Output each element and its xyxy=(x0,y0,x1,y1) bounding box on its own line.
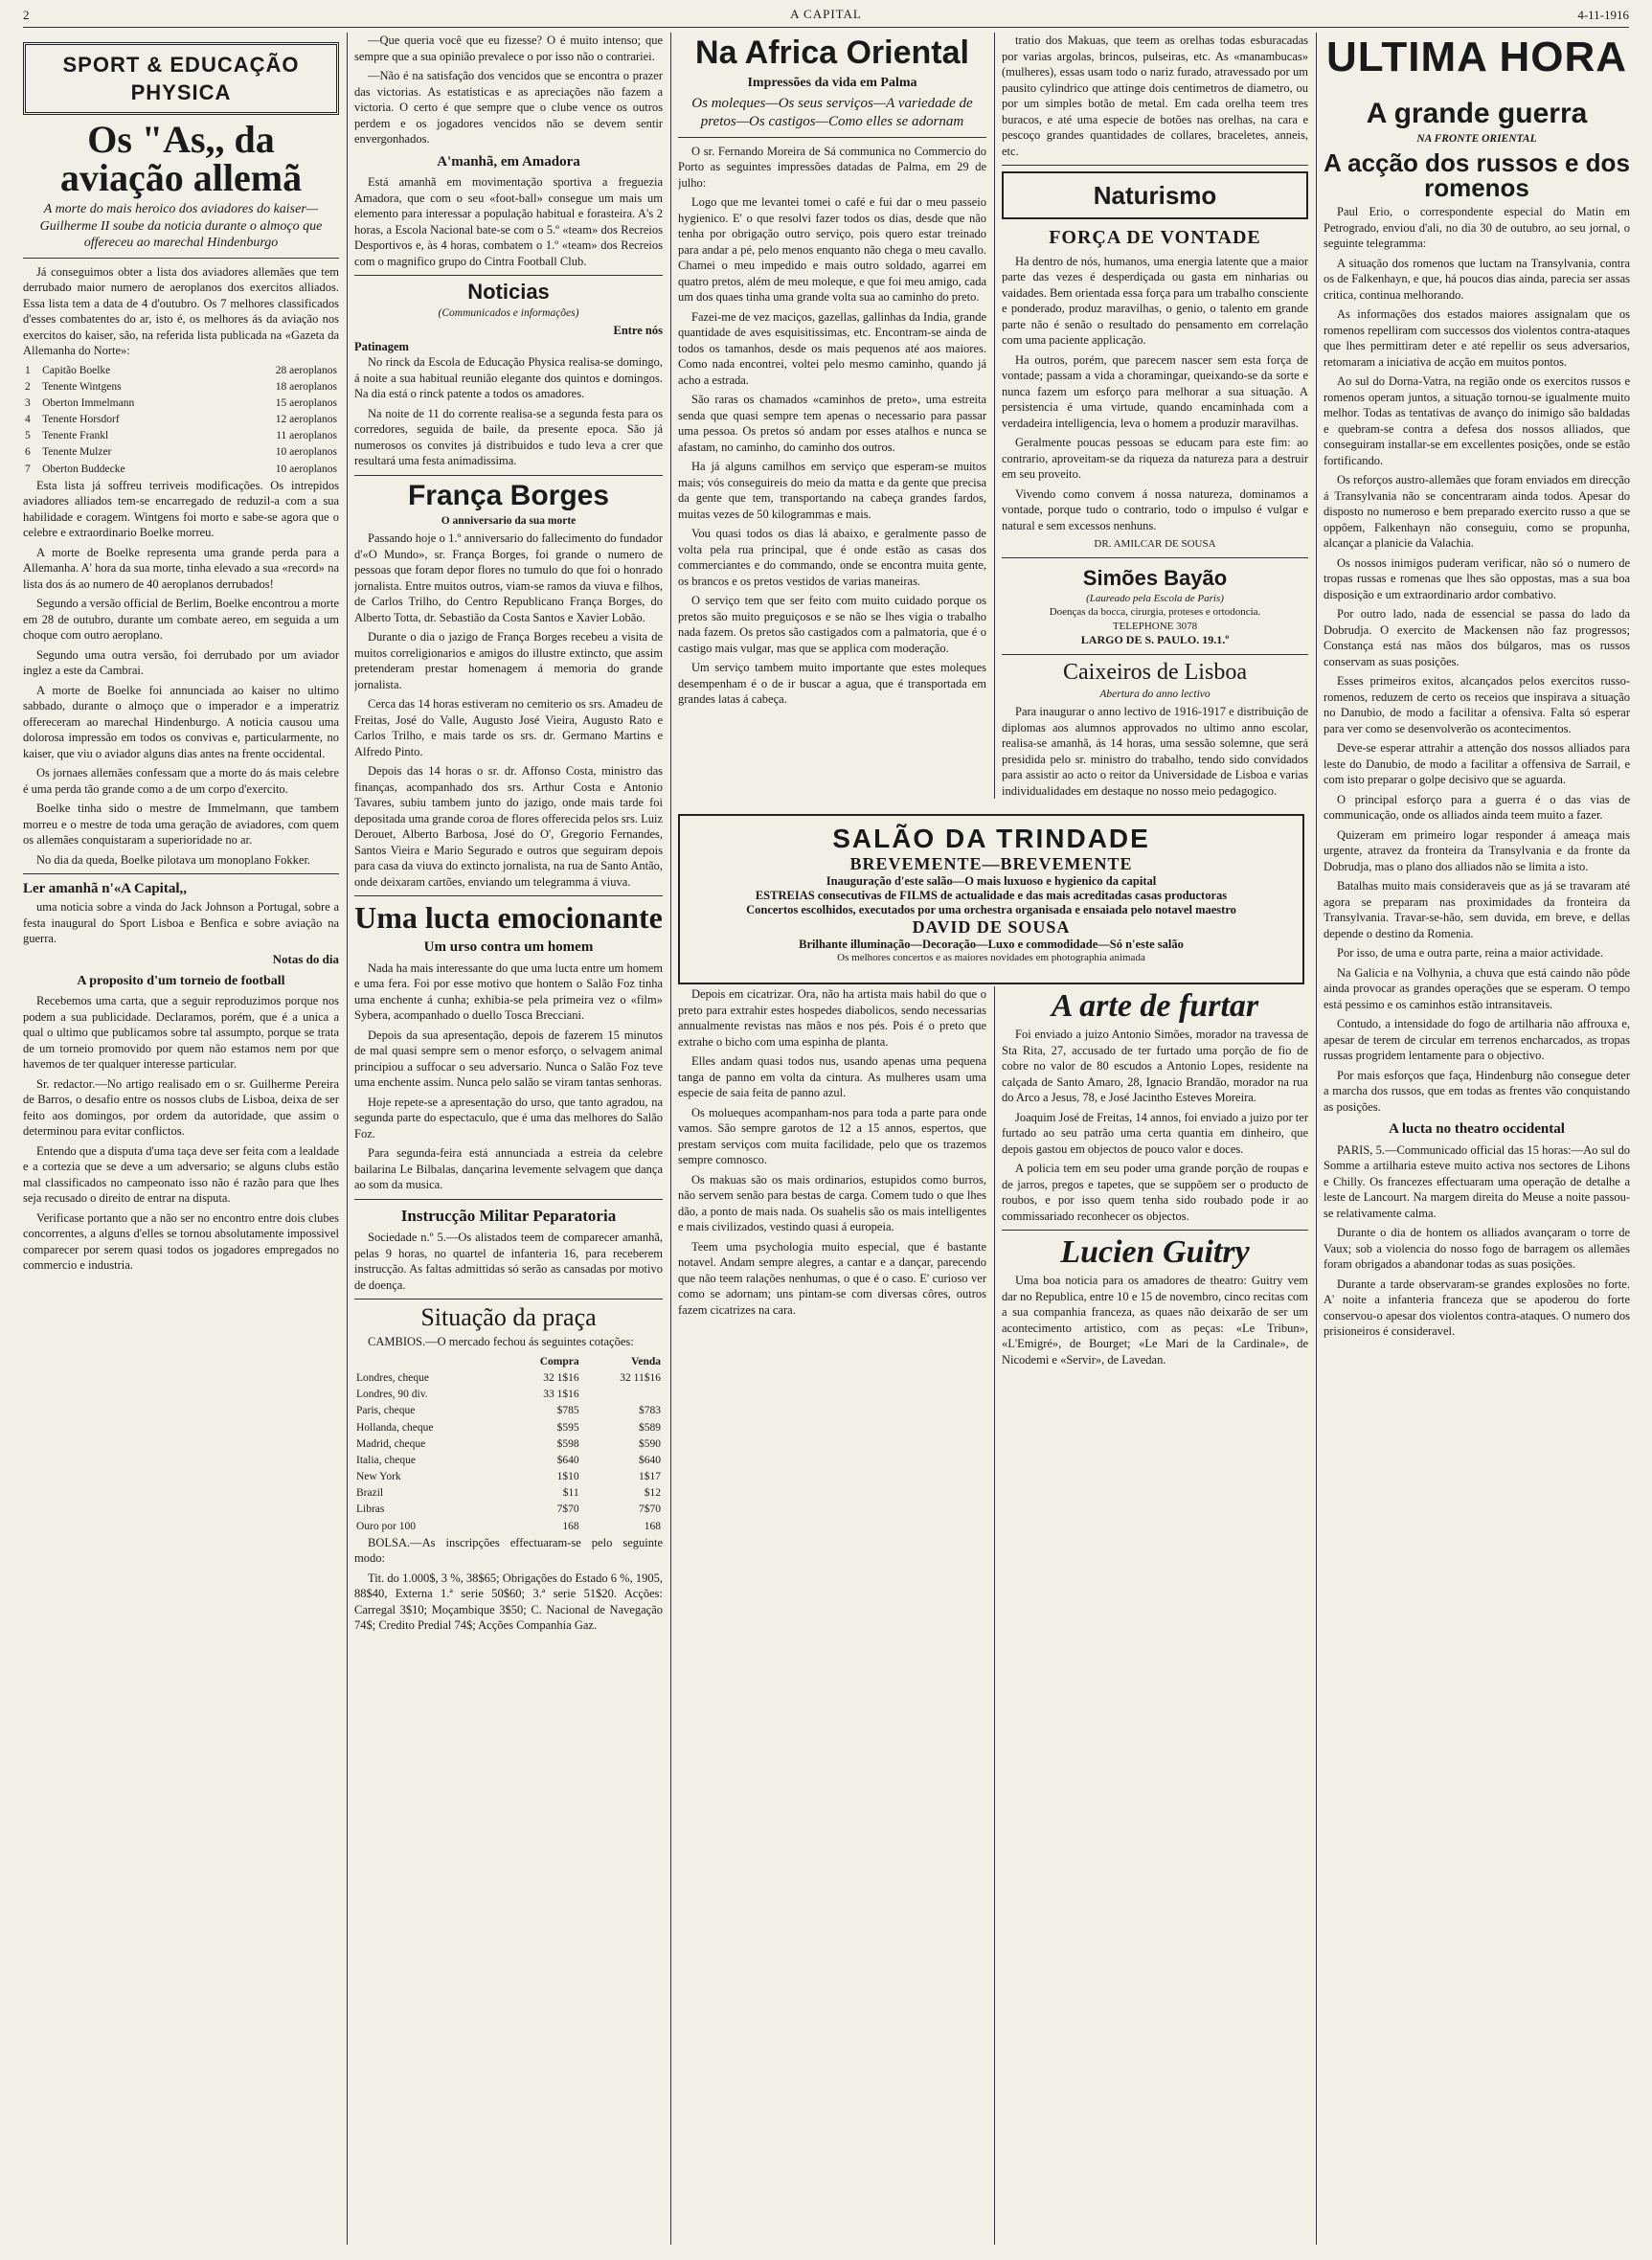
lucta-occ-para: Durante a tarde observaram-se grandes explosões no forte. A' noite a infanteria franceza que se apoderou do forte conservou-o apesar dos violentos contra-ataques. O numero dos prisioneiros é consideravel. xyxy=(1324,1277,1630,1339)
noticias-heading: Noticias xyxy=(467,280,550,305)
paper-name: A CAPITAL xyxy=(790,7,862,21)
patinagem-para: No rinck da Escola de Educação Physica realisa-se domingo, á noite a sua habitual reunião elegante dos quintos e domingos. Na dia está o rinck patente a todos os amadores. xyxy=(354,355,663,401)
entre-nos-heading: Entre nós xyxy=(613,324,663,338)
naturismo-heading: Naturismo xyxy=(1002,171,1308,219)
table-row: New York 1$10 1$17 xyxy=(356,1471,661,1483)
naturismo-para: Ha dentro de nós, humanos, uma energia latente que a maior parte das vezes é desperdiçada ou gasta em ninharias ou vaidades. Bem orientada essa força para um trabalho consciente e ponderado, produz maravilhas, o genio, o talento em grande parte não é senão o resultado do pensamento em correlação com uma paciente applicação. xyxy=(1002,254,1308,348)
table-row: 2 Tenente Wintgens 18 aeroplanos xyxy=(25,380,337,393)
africa-para: O sr. Fernando Moreira de Sá communica no Commercio do Porto as seguintes impressões datadas de Palma, em 29 de julho: xyxy=(678,144,986,190)
furtar-heading: A arte de furtar xyxy=(1051,988,1259,1024)
guerra-para: As informações dos estados maiores assignalam que os romenos repelliram com successos dos violentos contra-ataques que lhes permittiram deter e até repellir os seus adversarios, retomaram a iniciativa de acção em muitos pontos. xyxy=(1324,307,1630,369)
aviation-para: No dia da queda, Boelke pilotava um monoplano Fokker. xyxy=(36,852,311,867)
trindade-line: Brilhante illuminação—Decoração—Luxo e commodidade—Só n'este salão xyxy=(799,938,1184,951)
lucien-heading: Lucien Guitry xyxy=(1060,1234,1250,1270)
africa-para: Os makuas são os mais ordinarios, estupidos como burros, não servem senão para bestas de carga. Comem tudo o que lhes dão, a ponto de mais nada. Os suahelis são os mais intelligentes e mais civilizados, vestindo quasi á europeia. xyxy=(678,1172,986,1233)
guerra-para: Quizeram em primeiro logar responder á ameaça mais urgente, atravez da fronteira da Transylvania e da fronte da Dobrudja, mas o plano dos alliados não se limita a isto. xyxy=(1324,827,1630,873)
page-number: 2 xyxy=(23,8,30,22)
table-row: Italia, cheque $640 $640 xyxy=(356,1454,661,1466)
patinagem-heading: Patinagem xyxy=(354,339,409,353)
lucien-para: Uma boa noticia para os amadores de theatro: Guitry vem dar no Republica, entre 10 e 15 de novembro, cinco recitas com a sua companhia franceza, as quaes não deixarão de ser um acontecimento artistico, com as peças: «Le Tribun», «L'Emigré», de Bourget; «Le Mari de la Cardinale», de Nicodemi e «Servir», de Lavedan. xyxy=(1002,1274,1308,1367)
aviation-headline: Os "As,, da aviação allemã xyxy=(59,118,303,200)
caixeiros-para: Para inaugurar o anno lectivo de 1916-1917 e distribuição de diplomas aos alumnos approvados no ultimo anno escolar, realisa-se amanhã, ás 14 horas, uma sessão solemne, que será presidida pelo sr. ministro do trabalho, tendo sido convidados para assistir ao acto o reitor da Universidade de Lisboa e varias individualidades em destaque no nosso meio pedagogico. xyxy=(1002,705,1308,798)
aviation-para: Segundo uma outra versão, foi derrubado por um aviador inglez a este da Cambrai. xyxy=(23,647,339,678)
lucta-occ-para: PARIS, 5.—Communicado official das 15 horas:—Ao sul do Somme a artilharia esteve muito activa nos sectores de Lihons e Chilly. Os francezes effectuaram uma operação de detalhe a leste de Lancourt. Na margem direita do Meuse a noite passou-se relativamente calma. xyxy=(1324,1142,1630,1220)
guerra-para: Os nossos inimigos puderam verificar, não só o numero de tropas russas e romenas que lhes são oppostas, mas a sua boa disposição e um extraordinario ardor combativo. xyxy=(1324,555,1630,601)
lucta-para: Depois da sua apresentação, depois de fazerem 15 minutos de mal quasi sempre sem o menor esforço, o selvagem animal principiou a suffocar o seu adversario. Nunca o Salão Foz teve uma enchente assim. Nunca pelo salão se viram tantas senhoras. xyxy=(354,1028,663,1090)
table-row: 3 Oberton Immelmann 15 aeroplanos xyxy=(25,396,337,409)
africa-para: Vou quasi todos os dias lá abaixo, e geralmente passo de volta pela rua principal, que é onde estão as casas dos commerciantes e do commando, onde se encontra muita gente, os brancos e os pretos vestidos de varias maneiras. xyxy=(678,527,986,588)
caixeiros-subheading: Abertura do anno lectivo xyxy=(1099,689,1211,701)
franca-borges-subheading: O anniversario da sua morte xyxy=(441,514,577,527)
column-naturismo xyxy=(1002,33,1308,799)
furtar-para: A policia tem em seu poder uma grande porção de roupas e de jarros, pregos e tapetes, que se suppõem ser o producto de roubos, e por isso quem tenha sido roubado pode ir ao commissariado reconhecer os objectos. xyxy=(1002,1162,1308,1223)
patinagem-para: Na noite de 11 do corrente realisa-se a segunda festa para os corredores, seguida de baile, da presente epoca. São já numerosos os convites já distribuidos e tudo leva a crer que resultará uma festa animadissima. xyxy=(354,406,663,468)
lucta-occ-para: Durante o dia de hontem os alliados avançaram o torre de Vaux; sob a violencia do nosso fogo de barragem os allemães foram obrigados a abandonar todas as suas posições. xyxy=(1324,1226,1630,1272)
trindade-sub: BREVEMENTE—BREVEMENTE xyxy=(849,854,1133,873)
franca-para: Passando hoje o 1.º anniversario do fallecimento do fundador d'«O Mundo», sr. França Borges, foi grande o numero de pessoas que foram depor flores no tumulo do que foi o honrado jornalista. Entre muitos outros, viam-se ramos da viuva e filhos, de Carlos Trilho, do Centro Republicano França Borges, do Alberto Totta, dr. Sebastião da Costa Santos e Xavier Lobão. xyxy=(354,531,663,624)
caixeiros-heading: Caixeiros de Lisboa xyxy=(1063,660,1247,686)
guerra-para: A situação dos romenos que luctam na Transylvania, contra os de Falkenhayn, e que, há poucos dias ainda, parecia ser assas critica, continua melhorando. xyxy=(1324,256,1630,302)
africa-para: Logo que me levantei tomei o café e fui dar o meu passeio hygienico. E' o que resolvi fazer todos os dias, desde que não tenha por obrigação outro serviço, pois quero estar treinado para andar a pé, pelo menos enquanto não chega o meu cavallo. Chamei o meu impedido e mais outro soldado, agarrei em quatro pretos, além de meu moleque, e que foi meu amigo, cada um dos quaes tinha uma grande volta sua ao caminho do preto. xyxy=(678,195,986,305)
praca-sub: CAMBIOS.—O mercado fechou ás seguintes cotações: xyxy=(368,1335,634,1349)
simoes-name: Simões Bayão xyxy=(1082,565,1228,590)
trindade-line: Inauguração d'este salão—O mais luxuoso e hygienico da capital xyxy=(826,874,1157,888)
simoes-address: LARGO DE S. PAULO. 19.1.º xyxy=(1080,633,1230,647)
torneio-heading: A proposito d'um torneio de football xyxy=(77,973,285,988)
franca-para: Durante o dia o jazigo de França Borges recebeu a visita de muitos correligionarios e amigos do illustre extincto, que assim pretenderam prestar homenagem á memoria do grande jornalista. xyxy=(354,630,663,691)
lucta-occidental-heading: A lucta no theatro occidental xyxy=(1389,1121,1565,1138)
lucta-para: Nada ha mais interessante do que uma lucta entre um homem e uma fera. Foi por esse motivo que hontem o Salão Foz tinha uma enchente á cunha; exhibia-se pela primeira vez o «film» Sybera, acompanhado o duello Tosca Brecciani. xyxy=(354,960,663,1023)
bolsa-para: Tit. do 1.000$, 3 %, 38$65; Obrigações do Estado 6 %, 1905, 88$40, Externa 1.ª serie 50$60; 3.ª serie 51$20. Acções: Carregal 3$10; Moçambique 3$50; C. Nacional de Navegação 74$; Credito Predial 74$; Acções Companhia Gaz. xyxy=(354,1571,663,1633)
guerra-para: Ao sul do Dorna-Vatra, na região onde os exercitos russos e romenos operam juntos, a situação tornou-se igualmente muito melhor. Todas as tentativas de avanço do inimigo são baldadas e quebram-se contra a defesa dos nossos alliados, que conseguiram installar-se em excellentes posições, onde se estão fortificando. xyxy=(1324,374,1630,467)
lucta-heading: Uma lucta emocionante xyxy=(354,900,663,936)
guerra-para: Esses primeiros exitos, alcançados pelos exercitos russo-romenos, reduzem de certo os receios que inspirava a situação no Danubio, de modo a facilitar a ofensiva. Falta só esperar para ver como se desenvolverão os acontecimentos. xyxy=(1324,674,1630,735)
forca-heading: FORÇA DE VONTADE xyxy=(1049,227,1261,249)
table-row: Londres, 90 div. 33 1$16 xyxy=(356,1389,579,1401)
guerra-para: Por mais esforços que faça, Hindenburg não consegue deter a marcha dos russos, que em todas as frentes vão conquistando as posições. xyxy=(1324,1068,1630,1114)
trindade-title: SALÃO DA TRINDADE xyxy=(832,824,1150,853)
africa-para: tratio dos Makuas, que teem as orelhas todas esburacadas por varias argolas, brincos, pulseiras, etc. As «manambucas» (mulheres), essas usam todo o nariz furado, atravessado por um pausito cylindrico que attinge dois centimetros de diametro, ou por um simples botão de metal. Em cada orelha teem tres buracos, e até uma especie de botões nas orelhas, na cara e pescoço grandes quantidades de collares, braceletes, anneis, etc. xyxy=(1002,34,1308,158)
guerra-para: Contudo, a intensidade do fogo de artilharia não affrouxa e, apesar de terem de circular em terrenos encharcados, as tropas russas progridem lentamente para o objectivo. xyxy=(1324,1017,1630,1063)
table-row: 5 Tenente Frankl 11 aeroplanos xyxy=(25,430,337,442)
guerra-para: Batalhas muito mais consideraveis que as já se travaram até agora se preparam nas proximidades da fronteira da Transylvania. Travar-se-hão, sem duvida, em breve, e dellas depende o destino da Romenia. xyxy=(1324,879,1630,940)
guerra-para: Os reforços austro-allemães que foram enviados em direcção á Transylvania não se concentraram ainda todos. Apesar do disposto no numeroso e bem preparado exercito russo a que se oppõem, Falkenhayn não conseguiu, como se propunha, alcançar a planicie da Valachia. xyxy=(1324,473,1630,551)
africa-para: Fazei-me de vez maciços, gazellas, gallinhas da India, grande quantidade de aves esquisitissimas, etc. Encontram-se ainda de todos os tamanhos, desde os mais pequenos até aos maiores. Como nada encontrei, voltei pelo mesmo caminho, quando já acho a estrada. xyxy=(678,309,986,387)
column-furtar xyxy=(1002,986,1308,2245)
table-header: Compra Venda xyxy=(539,1355,661,1367)
franca-para: Depois das 14 horas o sr. dr. Affonso Costa, ministro das finanças, acompanhado dos srs. Arthur Costa e Antonio Tavares, subiu tambem junto do jazigo, onde mais tarde foi depositada uma grande coroa de flores offerecida pelos srs. Luiz Derouet, Alberto Barbosa, José do O', Gregorio Fernandes, Santos Vieira e Mario Segurado e outros que seguiram depois para casa da viuva do extincto jornalista, na rua de Santo Antão, onde deixaram cartões, enviando um telegramma á viuva. xyxy=(354,764,663,889)
guerra-para: Deve-se esperar attrahir a attenção dos nossos alliados para leste do Danubio, de modo a facilitar a offensiva de Sarrail, e com isto preparar o golpe decisivo que se aguarda. xyxy=(1324,741,1630,787)
trindade-maestro: DAVID DE SOUSA xyxy=(912,917,1071,937)
africa-subtitle: Os moleques—Os seus serviços—A variedade de pretos—Os castigos—Como elles se adornam xyxy=(691,96,973,130)
amanha-para: Está amanhã em movimentação sportiva a freguezia Amadora, que com o seu «foot-ball» consegue um mais um elemento para interessar a população habitual e forasteira. A's 2 horas, a Escola Nacional bate-se com o 5.º «team» dos Recreios Desportivos e, às 4 horas, combatem o 1.º «team» dos Recreios com o magnifico grupo do Cintra Football Club. xyxy=(354,175,663,268)
simoes-sub: (Laureado pela Escola de Paris) xyxy=(1086,592,1224,604)
table-row: 4 Tenente Horsdorf 12 aeroplanos xyxy=(25,414,337,426)
simoes-text: Doenças da bocca, cirurgia, proteses e ortodoncia. xyxy=(1049,606,1261,619)
africa-para: São raras os chamados «caminhos de preto», uma estreita senda que quasi sempre tem apenas o necessario para passar uma pessoa. Os pretos só andam por esses atalhos e nunca se afastam, no caminho, do caminho dos outros. xyxy=(678,393,986,454)
trindade-line: Concertos escolhidos, executados por uma orchestra organisada e ensaiada pelo notavel maestro xyxy=(746,903,1236,916)
table-row: Paris, cheque $785 $783 xyxy=(356,1405,661,1417)
table-row: Libras 7$70 7$70 xyxy=(356,1503,661,1516)
torneio-para: Verificase portanto que a não ser no encontro entre dois clubes concorrentes, a alguns d'elles se tornou absolutamente impossivel comparecer por serem quasi todos os jogadores empregados no commercio e industria. xyxy=(23,1210,339,1273)
africa-para: Depois em cicatrizar. Ora, não ha artista mais habil do que o preto para extrahir estes hospedes diabolicos, sendo necessarias annualmente revistas nas mãos e nos pés. Pois é o preto que extrahe o bicho com uma espinha de planta. xyxy=(678,987,986,1049)
accao-heading: A acção dos russos e dos romenos xyxy=(1324,148,1630,203)
guerra-para: Por outro lado, nada de essencial se passa do lado da Dobrudja. O exercito de Mackensen não faz progressos; Constança está nas mãos dos búlgaros, mas os russos conservam as suas posições. xyxy=(1324,607,1630,668)
torneio-para: Sr. redactor.—No artigo realisado em o sr. Guilherme Pereira de Barros, o desafio entre os nossos clubs de Lisboa, deixa de ser feito aos domingos, por ordem da autoridade, que assim o determinou para evitar conflictos. xyxy=(23,1076,339,1139)
table-row: 1 Capitão Boelke 28 aeroplanos xyxy=(25,364,337,376)
notas-do-dia-heading: Notas do dia xyxy=(272,951,339,966)
lucta-para: Hoje repete-se a apresentação do urso, que tanto agradou, na segunda parte do espectaculo, que é uma das melhores do Salão Foz. xyxy=(354,1095,663,1141)
guerra-para: Paul Erio, o correspondente especial do Matin em Petrogrado, enviou d'ali, no dia 30 de outubro, ao seu jornal, o seguinte telegramma: xyxy=(1324,205,1630,251)
guerra-para: Por isso, de uma e outra parte, reina a maior actividade. xyxy=(1337,946,1604,960)
africa-para: Os molueques acompanham-nos para toda a parte para onde vamos. São sempre garotos de 12 a 15 annos, espertos, que prestam serviços com muita facilidade, pelo que os trazemos sempre comnosco. xyxy=(678,1105,986,1166)
sport-section-header: SPORT & EDUCAÇÃO PHYSICA xyxy=(23,42,339,115)
naturismo-para: Geralmente poucas pessoas se educam para este fim: ao contrario, aproveitam-se da riqueza da natureza para a destruir em seu proveito. xyxy=(1002,436,1308,482)
trindade-line: Os melhores concertos e as maiores novidades em photographia animada xyxy=(837,952,1145,963)
naturismo-para: Vivendo como convem á nossa natureza, dominamos a vontade, porque tudo o contrario, todo o impulso é vulgar e natural e sem excessos nenhuns. xyxy=(1002,486,1308,532)
simoes-ad xyxy=(1002,564,1308,648)
guerra-para: Na Galicia e na Volhynia, a chuva que está caindo não pôde ainda provocar as grandes operações que se esperam. O tempo está pessimo e os caminhos estão intransitaveis. xyxy=(1324,965,1630,1011)
franca-para: Cerca das 14 horas estiveram no cemiterio os srs. Amadeu de Freitas, José do Valle, Augusto José Vieira, Augusto Rato e Carlos Trilho, e mais tarde os srs. dr. Germano Martins e Alfredo Pinto. xyxy=(354,697,663,758)
furtar-para: Foi enviado a juizo Antonio Simões, morador na travessa de Sta Rita, 27, accusado de ter furtado uma porção de fio de cobre no valor de 80 escudos a Antonio Lopes, residente na calçada de Santo Amaro, 28, Ignacio Brandão, morador na rua do Arco a Jesus, 78, e José Jacintho Esteves Moreira. xyxy=(1002,1028,1308,1104)
torneio-para: Recebemos uma carta, que a seguir reproduzimos porque nos podem a sua publicidade. Declaramos, porém, que é a unica a qual o ultimo que publicamos sobre tal assumpto, porque se trata de um torneio promovido por quem não estamos nem por que havemos de ter qualquer interesse particular. xyxy=(23,994,339,1072)
column-africa-cont xyxy=(678,986,986,2245)
quer-para: —Que queria você que eu fizesse? O é muito intenso; que sempre que a sua opinião prevalece o por isso não o contrariei. xyxy=(354,34,663,63)
column-two xyxy=(354,33,663,2245)
table-row: 7 Oberton Buddecke 10 aeroplanos xyxy=(25,463,337,475)
column-sport xyxy=(23,33,339,2245)
column-guerra xyxy=(1324,96,1630,2245)
table-row: Brazil $11 $12 xyxy=(356,1487,661,1500)
quer-para: —Não é na satisfação dos vencidos que se encontra o prazer das victorias. As estatisticas e as apreciações não fazem a victoria. O certo é que sempre que o clube vence os outros perdem e os jogadores vencidos não se devem sentir envergonhados. xyxy=(354,69,663,146)
africa-para: Elles andam quasi todos nus, usando apenas uma pequena tanga de panno em volta da cintura. As mulheres usam uma especie de saia feita de panno azul. xyxy=(678,1054,986,1099)
issue-date: 4-11-1916 xyxy=(1577,8,1629,22)
amanha-heading: A'manhã, em Amadora xyxy=(437,153,580,170)
naturismo-signature: DR. AMILCAR DE SOUSA xyxy=(1094,538,1216,551)
table-row: 6 Tenente Mulzer 10 aeroplanos xyxy=(25,446,337,459)
simoes-tel: TELEPHONE 3078 xyxy=(1112,620,1198,632)
aviation-para: Boelke tinha sido o mestre de Immelmann, que tambem morreu e o mestre de toda uma geração de aviadores, com quem os allemães conquistaram a superioridade no ar. xyxy=(23,802,339,848)
lucta-para: Para segunda-feira está annunciada a estreia da celebre bailarina Le Bilbalas, dançarina levemente selvagem que dança ao som da musica. xyxy=(354,1146,663,1192)
instruccao-para: Sociedade n.º 5.—Os alistados teem de comparecer amanhã, pelas 9 horas, no quartel de infanteria 16, para receberem instrucção. As faltas admittidas só serão as cansadas por motivo de doença. xyxy=(354,1231,663,1292)
lucta-subheading: Um urso contra um homem xyxy=(423,939,594,956)
column-africa xyxy=(678,33,986,799)
table-row: Ouro por 100 168 168 xyxy=(356,1520,661,1532)
guerra-para: O principal esforço para a guerra é o das vias de communicação, onde os alliados ainda teem muito a fazer. xyxy=(1324,792,1630,823)
aviation-subtitle: A morte do mais heroico dos aviadores do kaiser— Guilherme II soube da noticia durante o almoço que offereceu ao marechal Hindenburgo xyxy=(39,202,323,251)
aviation-para: Esta lista já soffreu terriveis modificações. Os intrepidos aviadores alliados tem-se encarregado de reduzil-a com a sua habilidade e coragem. Wintgens foi morto e sabe-se agora que o celebre e extraordinario Boelke morreu. xyxy=(23,478,339,540)
torneio-para: Entendo que a disputa d'uma taça deve ser feita com a lealdade e a cortezia que se deve a um adversario; se alguns clubs estão mal classificados no campeonato isso não é razão para que lhes seja recusado o direito de entrar na disputa. xyxy=(23,1143,339,1206)
noticias-subheading: (Communicados e informações) xyxy=(438,307,579,320)
aviation-para: A morte de Boelke representa uma grande perda para a Allemanha. A' hora da sua morte, tinha elevado a sua «record» na lista dos ás ao numero de 40 aeroplanos derrubados! xyxy=(23,545,339,591)
instruccao-heading: Instrucção Militar Peparatoria xyxy=(400,1206,617,1225)
africa-para: O serviço tem que ser feito com muito cuidado porque os pretos são muito preguiçosos e se não se lhes vigia o trabalho nada fazem. Os pretos são castigados com a palmatoria, que é o castigo mais vulgar, mas que se applica com moderação. xyxy=(678,594,986,655)
ler-amanha-text: uma noticia sobre a vinda do Jack Johnson a Portugal, sobre a festa inaugural do Sport Lisboa e Benfica e sobre aviação na guerra. xyxy=(23,900,339,946)
masthead xyxy=(23,6,1629,28)
table-row: Hollanda, cheque $595 $589 xyxy=(356,1421,661,1434)
ler-amanha-heading: Ler amanhã n'«A Capital,, xyxy=(23,881,187,897)
guerra-subheading: NA FRONTE ORIENTAL xyxy=(1416,133,1537,145)
praca-heading: Situação da praça xyxy=(420,1303,597,1332)
trindade-line: ESTREIAS consecutivas de FILMS de actualidade e das mais acreditadas casas productoras xyxy=(755,889,1228,902)
salao-trindade-ad xyxy=(678,814,1304,984)
table-row: Madrid, cheque $598 $590 xyxy=(356,1437,661,1450)
aviation-para: Os jornaes allemães confessam que a morte do ás mais celebre é uma perda tão grande como a de um corpo d'exercito. xyxy=(23,766,339,796)
aviation-para: Já conseguimos obter a lista dos aviadores allemães que tem derrubado maior numero de aeroplanos dos exercitos alliados. Essa lista tem a data de 4 d'outubro. Os 7 melhores classificados d'esses combatentes do ar, isto é, os melhores ás da aviação nos exercitos do kaiser, são, na referida lista publicada na «Gazeta da Allemanha do Norte»: xyxy=(23,264,339,358)
cambios-table xyxy=(354,1354,663,1535)
africa-subheading: Impressões da vida em Palma xyxy=(747,76,917,90)
table-row: Londres, cheque 32 1$16 32 11$16 xyxy=(356,1372,661,1385)
aviation-para: Segundo a versão official de Berlim, Boelke encontrou a morte em 28 de outubro, durante um combate aereo, em seguida a um choque com outro aeroplano. xyxy=(23,597,339,643)
franca-borges-heading: França Borges xyxy=(407,479,610,511)
africa-heading: Na Africa Oriental xyxy=(695,34,969,71)
bolsa-sub: BOLSA.—As inscripções effectuaram-se pelo seguinte modo: xyxy=(354,1535,663,1566)
naturismo-para: Ha outros, porém, que parecem nascer sem esta força de vontade; passam a vida a choramingar, queixando-se da sorte e nunca fazem um esforço para melhorar a sua situação. A persistencia é uma virtude, quando encaminhada com a verdadeira intelligencia, leva o homem a produzir maravilhas. xyxy=(1002,352,1308,430)
africa-para: Ha já alguns camilhos em serviço que esperam-se muitos mais; vós conseguireis do meio da matta e da gente que precisa da gente que tem, transportando na cabeça grandes fardos, muitas vezes de 50 kilogrammas e mais. xyxy=(678,460,986,521)
aces-table xyxy=(23,363,339,478)
africa-para: Um serviço tambem muito importante que estes moleques desempenham é o de ir buscar a agua, que é transportada em grandes latas á cabeça. xyxy=(678,661,986,707)
guerra-heading: A grande guerra xyxy=(1366,98,1588,129)
furtar-para: Joaquim José de Freitas, 14 annos, foi enviado a juizo por ter furtado ao seu patrão uma certa quantia em dinheiro, que depois gastou em objectos de pouco valor e doces. xyxy=(1002,1110,1308,1156)
ultima-hora-heading: ULTIMA HORA xyxy=(1325,34,1628,80)
aviation-para: A morte de Boelke foi annunciada ao kaiser no ultimo sabbado, durante o almoço que o imperador e a imperatriz offereceram ao marechal Hindenburgo. A noticia causou uma dolorosa impressão em todos os convivas e, particularmente, no kaiser, que viu o aviador alguns dias antes na frente occidental. xyxy=(23,683,339,760)
africa-para: Teem uma psychologia muito especial, que é bastante notavel. Andam sempre alegres, a cantar e a dançar, parecendo que não teem ralações nenhumas, o que é o caso. E' curioso ver como se adornam; uns pintam-se com diversas côres, outros fazem cicatrizes na cara. xyxy=(678,1239,986,1317)
